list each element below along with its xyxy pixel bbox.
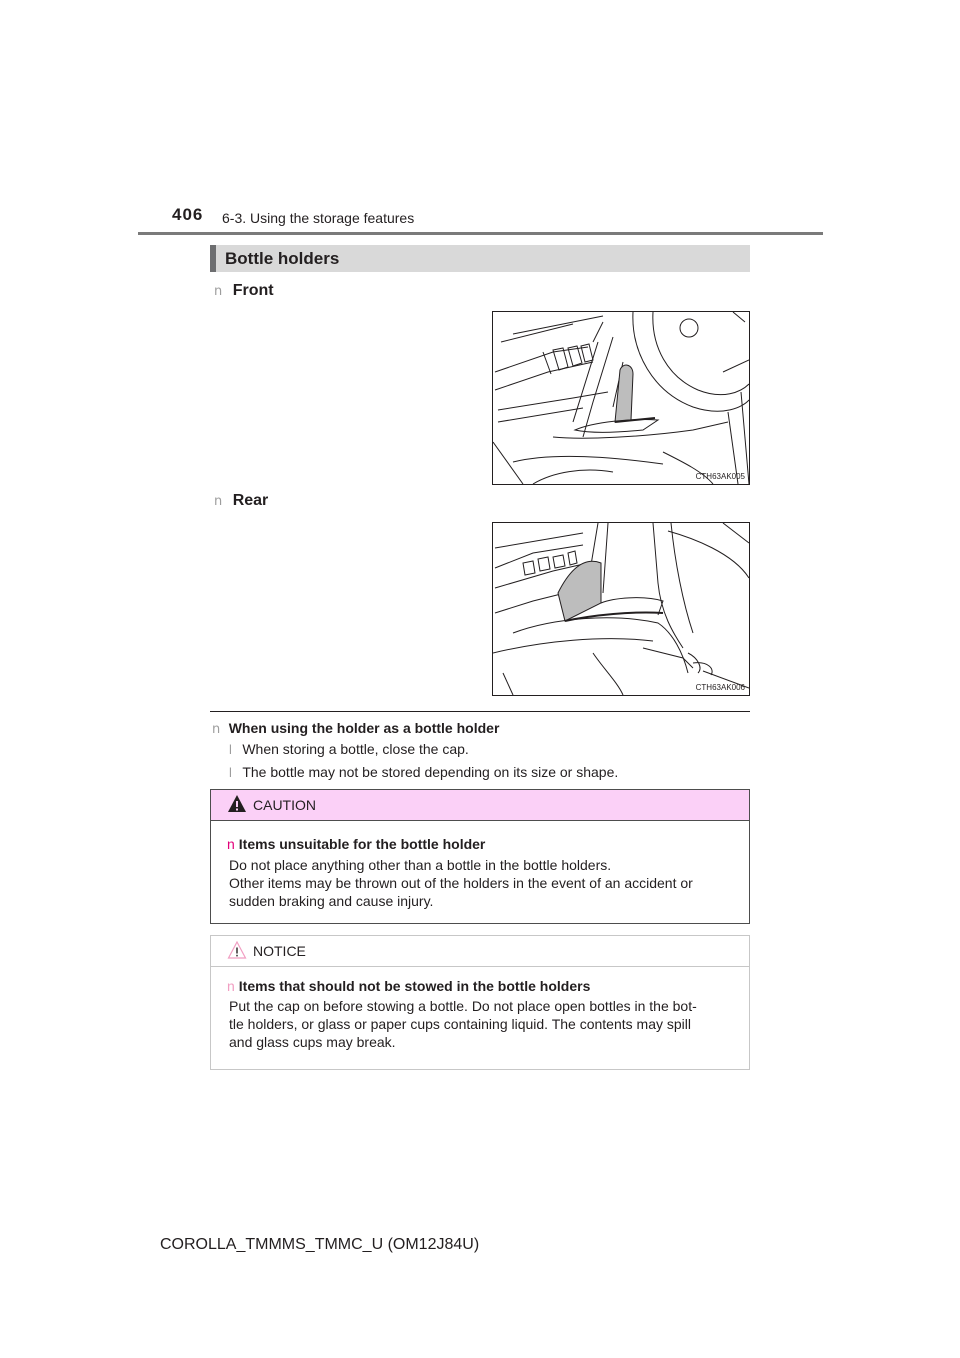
caution-header (211, 790, 749, 821)
note-heading (212, 720, 499, 738)
caution-body (229, 856, 745, 910)
front-bullet: n (214, 284, 223, 299)
caution-box (210, 789, 750, 924)
note-title: When using the holder as a bottle holder (228, 720, 500, 736)
note-item-text: The bottle may not be stored depending on its size or shape. (242, 764, 619, 780)
notice-line: Put the cap on before stowing a bottle. Do not place open bottles in the bot- (229, 998, 697, 1014)
page-number: 406 (172, 205, 204, 224)
notice-bullet: n (227, 978, 235, 994)
rear-figure-code: CTH63AK006 (695, 683, 745, 692)
rear-label: Rear (232, 492, 269, 509)
caution-line: Other items may be thrown out of the holders in the event of an accident or (229, 875, 693, 891)
rear-subheading (214, 492, 268, 510)
note-item-bullet: l (229, 765, 232, 780)
notice-box (210, 935, 750, 1070)
note-item (229, 741, 469, 759)
warning-triangle-icon (227, 794, 247, 814)
notice-line: and glass cups may break. (229, 1034, 396, 1050)
note-item-bullet: l (229, 742, 232, 757)
front-subheading (214, 282, 274, 300)
heading-bar (210, 245, 750, 272)
rear-illustration (493, 523, 749, 695)
caution-title-row (227, 836, 485, 852)
notice-body (229, 997, 745, 1051)
note-item (229, 764, 618, 782)
rear-bullet: n (214, 494, 223, 509)
notice-title-row (227, 978, 590, 994)
front-figure (492, 311, 750, 485)
section-title: 6-3. Using the storage features (222, 210, 415, 226)
header-rule (138, 232, 823, 235)
front-illustration (493, 312, 749, 484)
caution-line: sudden braking and cause injury. (229, 893, 434, 909)
front-label: Front (232, 282, 274, 299)
footer-model-code: COROLLA_TMMMS_TMMC_U (OM12J84U) (160, 1236, 480, 1253)
notice-title: Items that should not be stowed in the bottle holders (238, 978, 591, 994)
caution-bullet: n (227, 836, 235, 852)
notice-line: tle holders, or glass or paper cups containing liquid. The contents may spill (229, 1016, 691, 1032)
caution-title: Items unsuitable for the bottle holder (238, 836, 486, 852)
front-figure-code: CTH63AK005 (695, 472, 745, 481)
heading-title: Bottle holders (225, 249, 340, 268)
notice-header (211, 936, 749, 967)
note-rule (210, 711, 750, 712)
note-item-text: When storing a bottle, close the cap. (242, 741, 469, 757)
warning-outline-icon (227, 940, 247, 960)
rear-figure (492, 522, 750, 696)
note-bullet: n (212, 722, 221, 737)
caution-line: Do not place anything other than a bottle in the bottle holders. (229, 857, 612, 873)
caution-label: CAUTION (253, 797, 316, 813)
notice-label: NOTICE (253, 943, 306, 959)
